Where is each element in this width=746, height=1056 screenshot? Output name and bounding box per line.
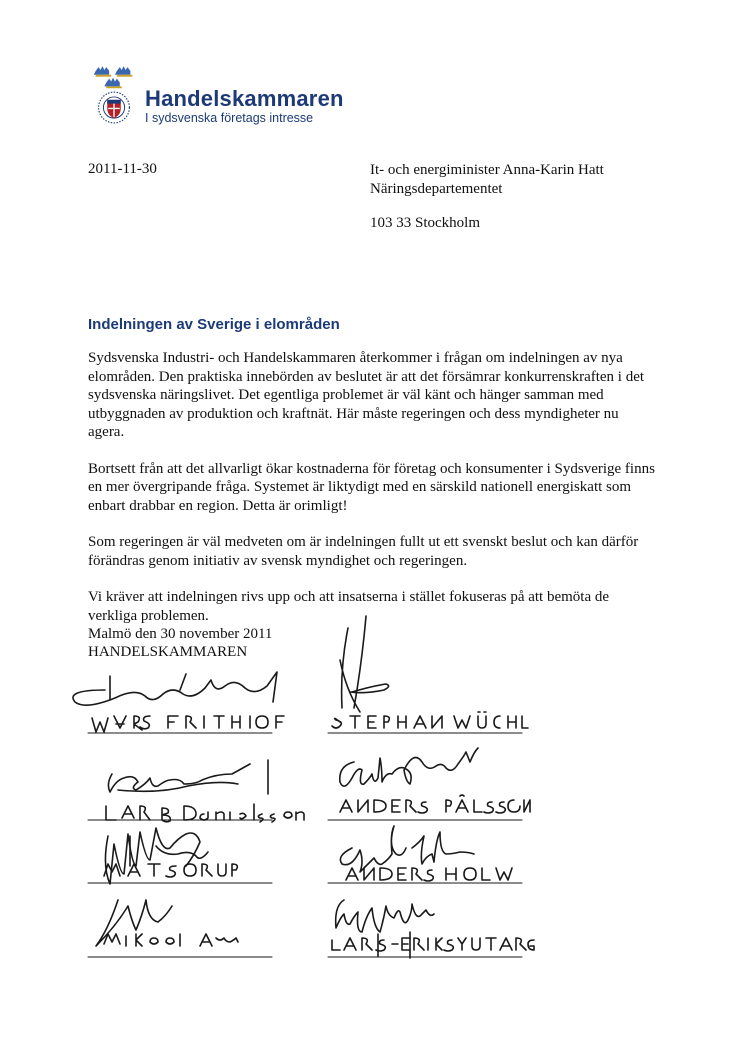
signature-anders-palsson [340, 748, 530, 813]
signature-lars-frithiof [73, 672, 284, 732]
signature-lines [88, 733, 522, 957]
crowns-icon [94, 66, 133, 88]
handelskammaren-emblem-icon [88, 64, 140, 126]
recipient-address [370, 161, 604, 233]
paragraph: Som regeringen är väl medveten om är indelningen fullt ut ett svenskt beslut och kan därför förändras genom initiativ av svensk myndighet och regeringen. [88, 534, 639, 569]
recipient-line2: Näringsdepartementet [370, 181, 503, 197]
organization-tagline: I sydsvenska företags intresse [145, 111, 314, 125]
recipient-line1: It- och energiminister Anna-Karin Hatt [370, 162, 604, 178]
letter-date: 2011-11-30 [88, 161, 157, 177]
closing-organization: HANDELSKAMMAREN [88, 644, 248, 660]
paragraph: Sydsvenska Industri- och Handelskammaren återkommer i frågan om indelningen av nya elområden. Den praktiska innebörden av beslutet är att det försämrar konkurrenskraften i det sydsvenska näringslivet. Det egentliga problemet är väl känt och hänger samman med utbyggnaden av produktion och kraftnät. Här måste regeringen och dess myndigheter nu agera. [88, 350, 645, 440]
organization-name: Handelskammaren [145, 86, 344, 111]
recipient-city: 103 33 Stockholm [370, 215, 481, 231]
paragraph: Bortsett från att det allvarligt ökar kostnaderna för företag och konsumenter i Sydsverige finns en mer övergripande fråga. Systemet är liktydigt med en särskild nationell energiskatt som enbart drabbar en region. Detta är orimligt! [88, 460, 655, 514]
signature-mikael-aru [96, 900, 238, 946]
letter-subject: Indelningen av Sverige i elområden [88, 316, 340, 333]
signature-anders-holm [340, 826, 512, 881]
signature-lars-b-danielsson [106, 760, 304, 822]
paragraph: Vi kräver att indelningen rivs upp och att insatserna i stället fokuseras på att bemöta de verkliga problemen. [88, 589, 610, 624]
closing [88, 625, 272, 661]
signature-lars-erik [332, 900, 534, 958]
letter-body [88, 349, 658, 643]
signature-mats-orup [104, 828, 237, 884]
closing-place-date: Malmö den 30 november 2011 [88, 626, 273, 642]
